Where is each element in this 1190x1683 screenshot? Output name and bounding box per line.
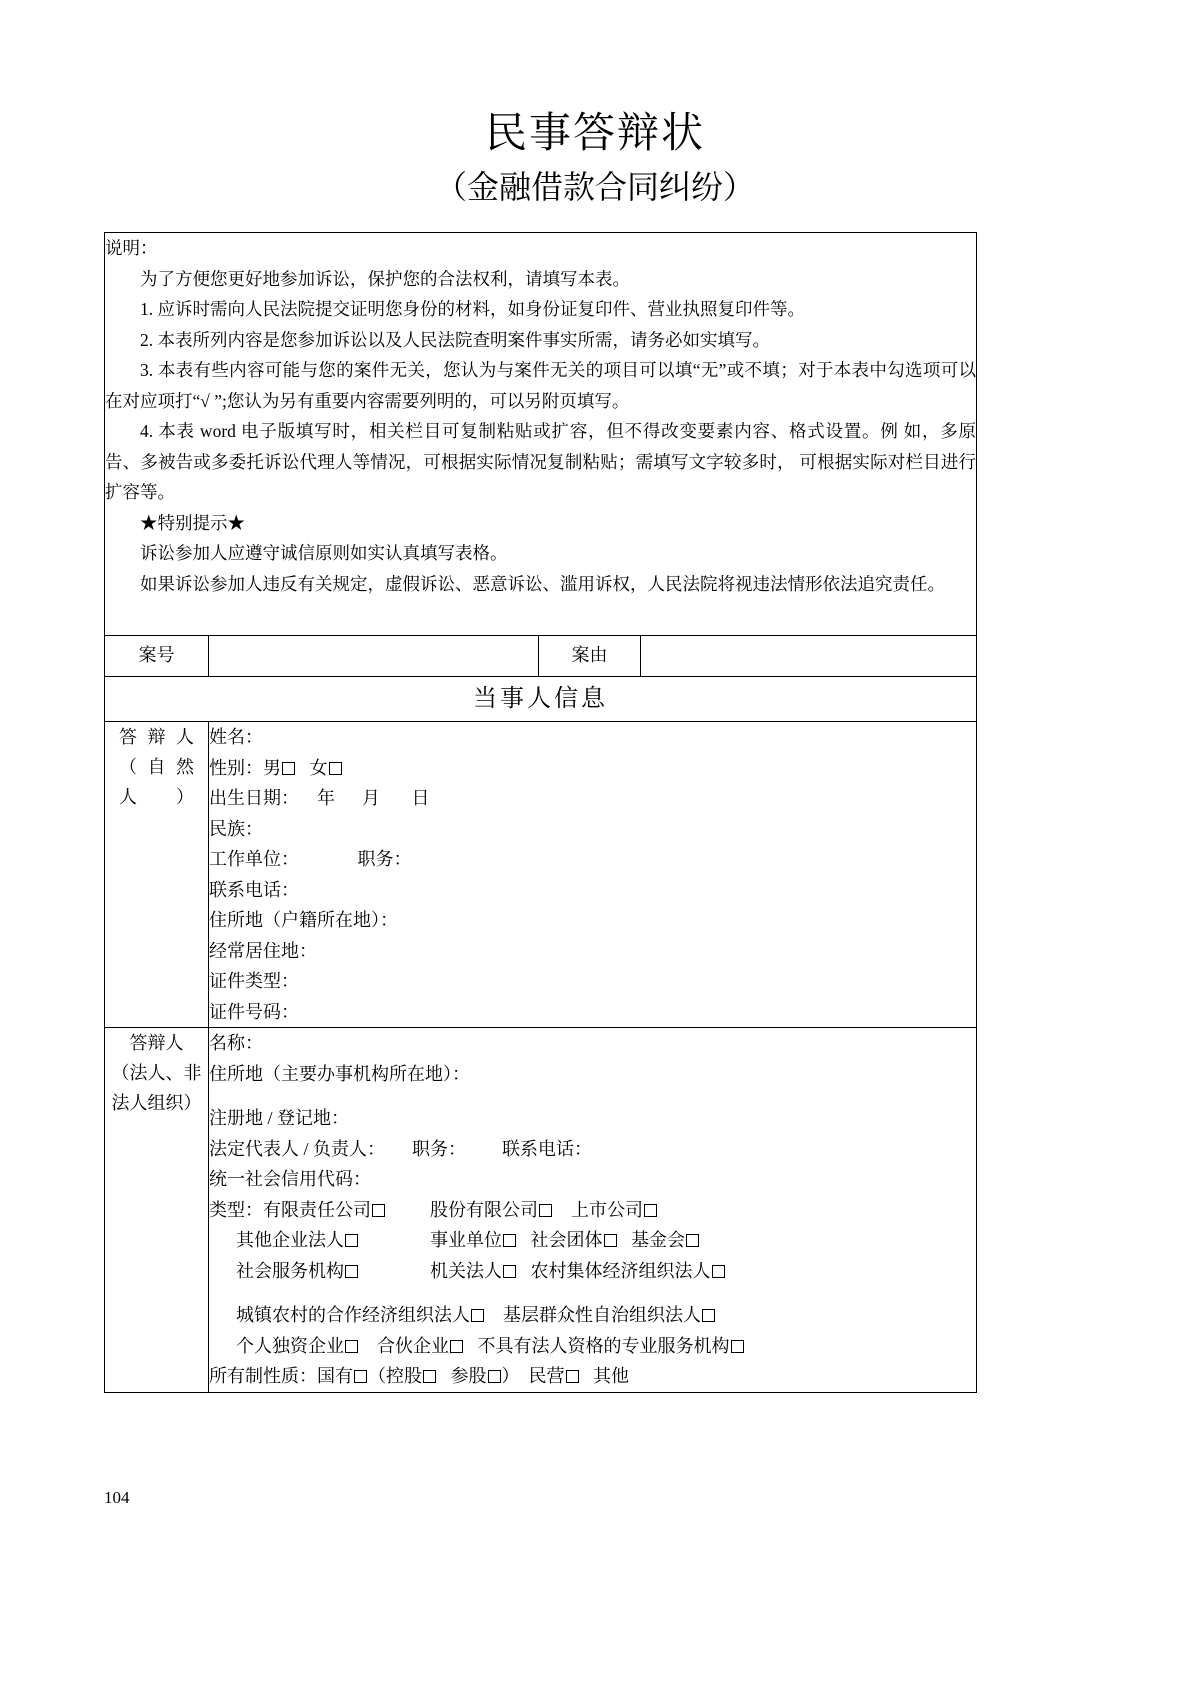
type-professional-service-label: 不具有法人资格的专业服务机构 xyxy=(477,1335,730,1356)
type-sole-proprietorship-checkbox[interactable] xyxy=(345,1340,358,1353)
type-professional-service-checkbox[interactable] xyxy=(731,1340,744,1353)
type-other-enterprise-checkbox[interactable] xyxy=(345,1234,358,1247)
type-rural-collective-label: 农村集体经济组织法人 xyxy=(530,1260,711,1281)
spacer xyxy=(209,1089,976,1103)
ownership-state-checkbox[interactable] xyxy=(354,1370,367,1383)
entity-type-cell-joint-stock xyxy=(421,1195,726,1226)
field-entity-name[interactable]: 名称： xyxy=(209,1033,263,1053)
instruction-item-2: 2. 本表所列内容是您参加诉讼以及人民法院查明案件事实所需，请务必如实填写。 xyxy=(140,329,770,350)
field-entity-domicile[interactable]: 住所地（主要办事机构所在地）： xyxy=(209,1063,470,1084)
gender-label: 性别： xyxy=(209,757,263,778)
field-phone[interactable]: 联系电话： xyxy=(209,879,299,900)
case-number-label: 案号 xyxy=(105,636,209,677)
gender-female-checkbox[interactable] xyxy=(329,762,342,775)
gender-male-label: 男 xyxy=(263,757,281,778)
entity-type-cell-social-service xyxy=(209,1256,421,1287)
entity-type-row-2 xyxy=(209,1225,726,1256)
ownership-paren-open: （ xyxy=(368,1366,386,1386)
field-domicile[interactable]: 住所地（户籍所在地）： xyxy=(209,910,398,930)
entity-type-cell-other-enterprise xyxy=(209,1225,421,1256)
type-public-institution-label: 事业单位 xyxy=(430,1230,502,1250)
page-number: 104 xyxy=(104,1488,130,1507)
instruction-item-1: 1. 应诉时需向人民法院提交证明您身份的材料，如身份证复印件、营业执照复印件等。 xyxy=(140,299,805,319)
cause-of-action-label: 案由 xyxy=(539,636,641,677)
type-grassroots-autonomous-label: 基层群众性自治组织法人 xyxy=(503,1305,701,1325)
birth-day-unit[interactable]: 日 xyxy=(411,788,430,808)
type-rural-collective-checkbox[interactable] xyxy=(712,1265,725,1278)
field-birthdate xyxy=(209,783,976,814)
ownership-private-checkbox[interactable] xyxy=(566,1370,579,1383)
instruction-item-3: 3. 本表有些内容可能与您的案件无关，您认为与案件无关的项目可以填“无”或不填；对于本表中勾选项可以在对应项打“√ ”;您认为另有重要内容需要列明的，可以另附页填写。 xyxy=(105,360,977,411)
type-joint-stock-checkbox[interactable] xyxy=(539,1204,552,1217)
legal-rep-position-label[interactable]: 职务： xyxy=(412,1138,467,1159)
type-joint-stock-label: 股份有限公司 xyxy=(430,1199,538,1220)
field-gender xyxy=(209,753,976,784)
type-social-organization-checkbox[interactable] xyxy=(604,1234,617,1247)
entity-type-cell-institution xyxy=(421,1225,726,1256)
entity-type-row-4 xyxy=(209,1300,976,1331)
field-ethnicity[interactable]: 民族： xyxy=(209,818,263,839)
type-listed-company-checkbox[interactable] xyxy=(644,1204,657,1217)
field-name[interactable]: 姓名： xyxy=(209,727,263,747)
ownership-holding-checkbox[interactable] xyxy=(423,1370,436,1383)
position-label[interactable]: 职务： xyxy=(357,849,412,869)
ownership-state-label: 国有 xyxy=(317,1366,353,1386)
type-social-organization-label: 社会团体 xyxy=(530,1230,603,1250)
natural-person-label-cell xyxy=(105,722,209,1028)
entity-type-row-3 xyxy=(209,1256,726,1287)
type-government-legal-person-checkbox[interactable] xyxy=(503,1265,516,1278)
ownership-private-label: 民营 xyxy=(528,1366,565,1386)
natural-person-row xyxy=(105,722,977,1028)
legal-rep-phone-label[interactable]: 联系电话： xyxy=(502,1138,593,1159)
party-section-header: 当事人信息 xyxy=(105,677,977,722)
type-partnership-label: 合伙企业 xyxy=(377,1335,449,1356)
type-social-service-checkbox[interactable] xyxy=(345,1265,358,1278)
field-credit-code[interactable]: 统一社会信用代码： xyxy=(209,1169,371,1189)
ownership-share-label: 参股 xyxy=(450,1366,487,1386)
ownership-label: 所有制性质： xyxy=(209,1366,317,1386)
natural-person-fields xyxy=(209,722,977,1028)
instruction-intro: 为了方便您更好地参加诉讼，保护您的合法权利，请填写本表。 xyxy=(140,268,630,289)
legal-person-fields xyxy=(209,1028,977,1393)
type-government-legal-person-label: 机关法人 xyxy=(430,1260,502,1281)
case-number-input[interactable] xyxy=(209,636,539,677)
field-work-unit xyxy=(209,844,976,875)
natural-person-label: 答辩人 （自然人） xyxy=(119,727,194,807)
type-partnership-checkbox[interactable] xyxy=(450,1340,463,1353)
work-unit-label[interactable]: 工作单位： xyxy=(209,849,299,869)
special-notice-line-2: 如果诉讼参加人违反有关规定，虚假诉讼、恶意诉讼、滥用诉权，人民法院将视违法情形依法追究责任。 xyxy=(140,573,945,594)
instructions-heading: 说明： xyxy=(105,238,158,258)
type-urban-rural-coop-checkbox[interactable] xyxy=(471,1309,484,1322)
instruction-item-4: 4. 本表 word 电子版填写时，相关栏目可复制粘贴或扩容，但不得改变要素内容、格式设置。例 如，多原告、多被告或多委托诉讼代理人等情况，可根据实际情况复制粘贴；需填写文字较多时， 可根据实际对栏目进行扩容等。 xyxy=(105,421,977,502)
gender-male-checkbox[interactable] xyxy=(282,762,295,775)
ownership-share-checkbox[interactable] xyxy=(488,1370,501,1383)
special-notice-marker: ★特别提示★ xyxy=(140,512,245,533)
type-grassroots-autonomous-checkbox[interactable] xyxy=(702,1309,715,1322)
field-registration-place[interactable]: 注册地 / 登记地： xyxy=(209,1108,350,1128)
entity-type-label: 类型： xyxy=(209,1199,263,1220)
legal-person-label-line2: （法人、非法人组织） xyxy=(111,1063,202,1113)
instructions-row xyxy=(105,233,977,636)
entity-type-cell-limited xyxy=(209,1195,421,1226)
ownership-nature-row xyxy=(209,1361,976,1392)
party-section-header-row xyxy=(105,677,977,722)
cause-of-action-input[interactable] xyxy=(641,636,977,677)
type-foundation-checkbox[interactable] xyxy=(686,1234,699,1247)
field-habitual-residence[interactable]: 经常居住地： xyxy=(209,940,317,961)
title-block xyxy=(0,0,1190,210)
birth-year-unit[interactable]: 年 xyxy=(317,788,335,808)
type-sole-proprietorship-label: 个人独资企业 xyxy=(236,1335,344,1356)
gender-female-label: 女 xyxy=(309,757,328,778)
type-listed-company-label: 上市公司 xyxy=(571,1199,643,1220)
page-title: 民事答辩状 xyxy=(484,111,705,157)
ownership-other-label[interactable]: 其他 xyxy=(593,1366,629,1386)
field-id-type[interactable]: 证件类型： xyxy=(209,971,299,991)
spacer-2 xyxy=(209,1286,976,1300)
type-limited-liability-label: 有限责任公司 xyxy=(263,1199,371,1220)
case-info-row xyxy=(105,636,977,677)
legal-person-row xyxy=(105,1028,977,1393)
birth-month-unit[interactable]: 月 xyxy=(362,788,380,808)
type-urban-rural-coop-label: 城镇农村的合作经济组织法人 xyxy=(236,1305,470,1325)
entity-type-cell-government xyxy=(421,1256,726,1287)
type-public-institution-checkbox[interactable] xyxy=(503,1234,516,1247)
field-legal-representative xyxy=(209,1134,976,1165)
page-subtitle: （金融借款合同纠纷） xyxy=(434,169,755,205)
instructions-cell xyxy=(105,233,977,636)
entity-type-row-5 xyxy=(209,1331,976,1362)
type-social-service-label: 社会服务机构 xyxy=(236,1260,344,1281)
answer-form-table xyxy=(104,232,977,1393)
birthdate-label: 出生日期： xyxy=(209,788,299,808)
type-other-enterprise-label: 其他企业法人 xyxy=(236,1230,344,1250)
entity-type-table xyxy=(209,1195,726,1287)
special-notice-line-1: 诉讼参加人应遵守诚信原则如实认真填写表格。 xyxy=(140,543,508,563)
legal-person-label-line1: 答辩人 xyxy=(129,1033,184,1053)
field-id-number[interactable]: 证件号码： xyxy=(209,1001,299,1022)
type-foundation-label: 基金会 xyxy=(631,1230,685,1250)
ownership-holding-label: 控股 xyxy=(386,1366,422,1386)
entity-type-row-1 xyxy=(209,1195,726,1226)
legal-person-label-cell xyxy=(105,1028,209,1393)
type-limited-liability-checkbox[interactable] xyxy=(372,1204,385,1217)
legal-rep-label[interactable]: 法定代表人 / 负责人： xyxy=(209,1138,386,1159)
ownership-paren-close: ） xyxy=(501,1366,520,1386)
